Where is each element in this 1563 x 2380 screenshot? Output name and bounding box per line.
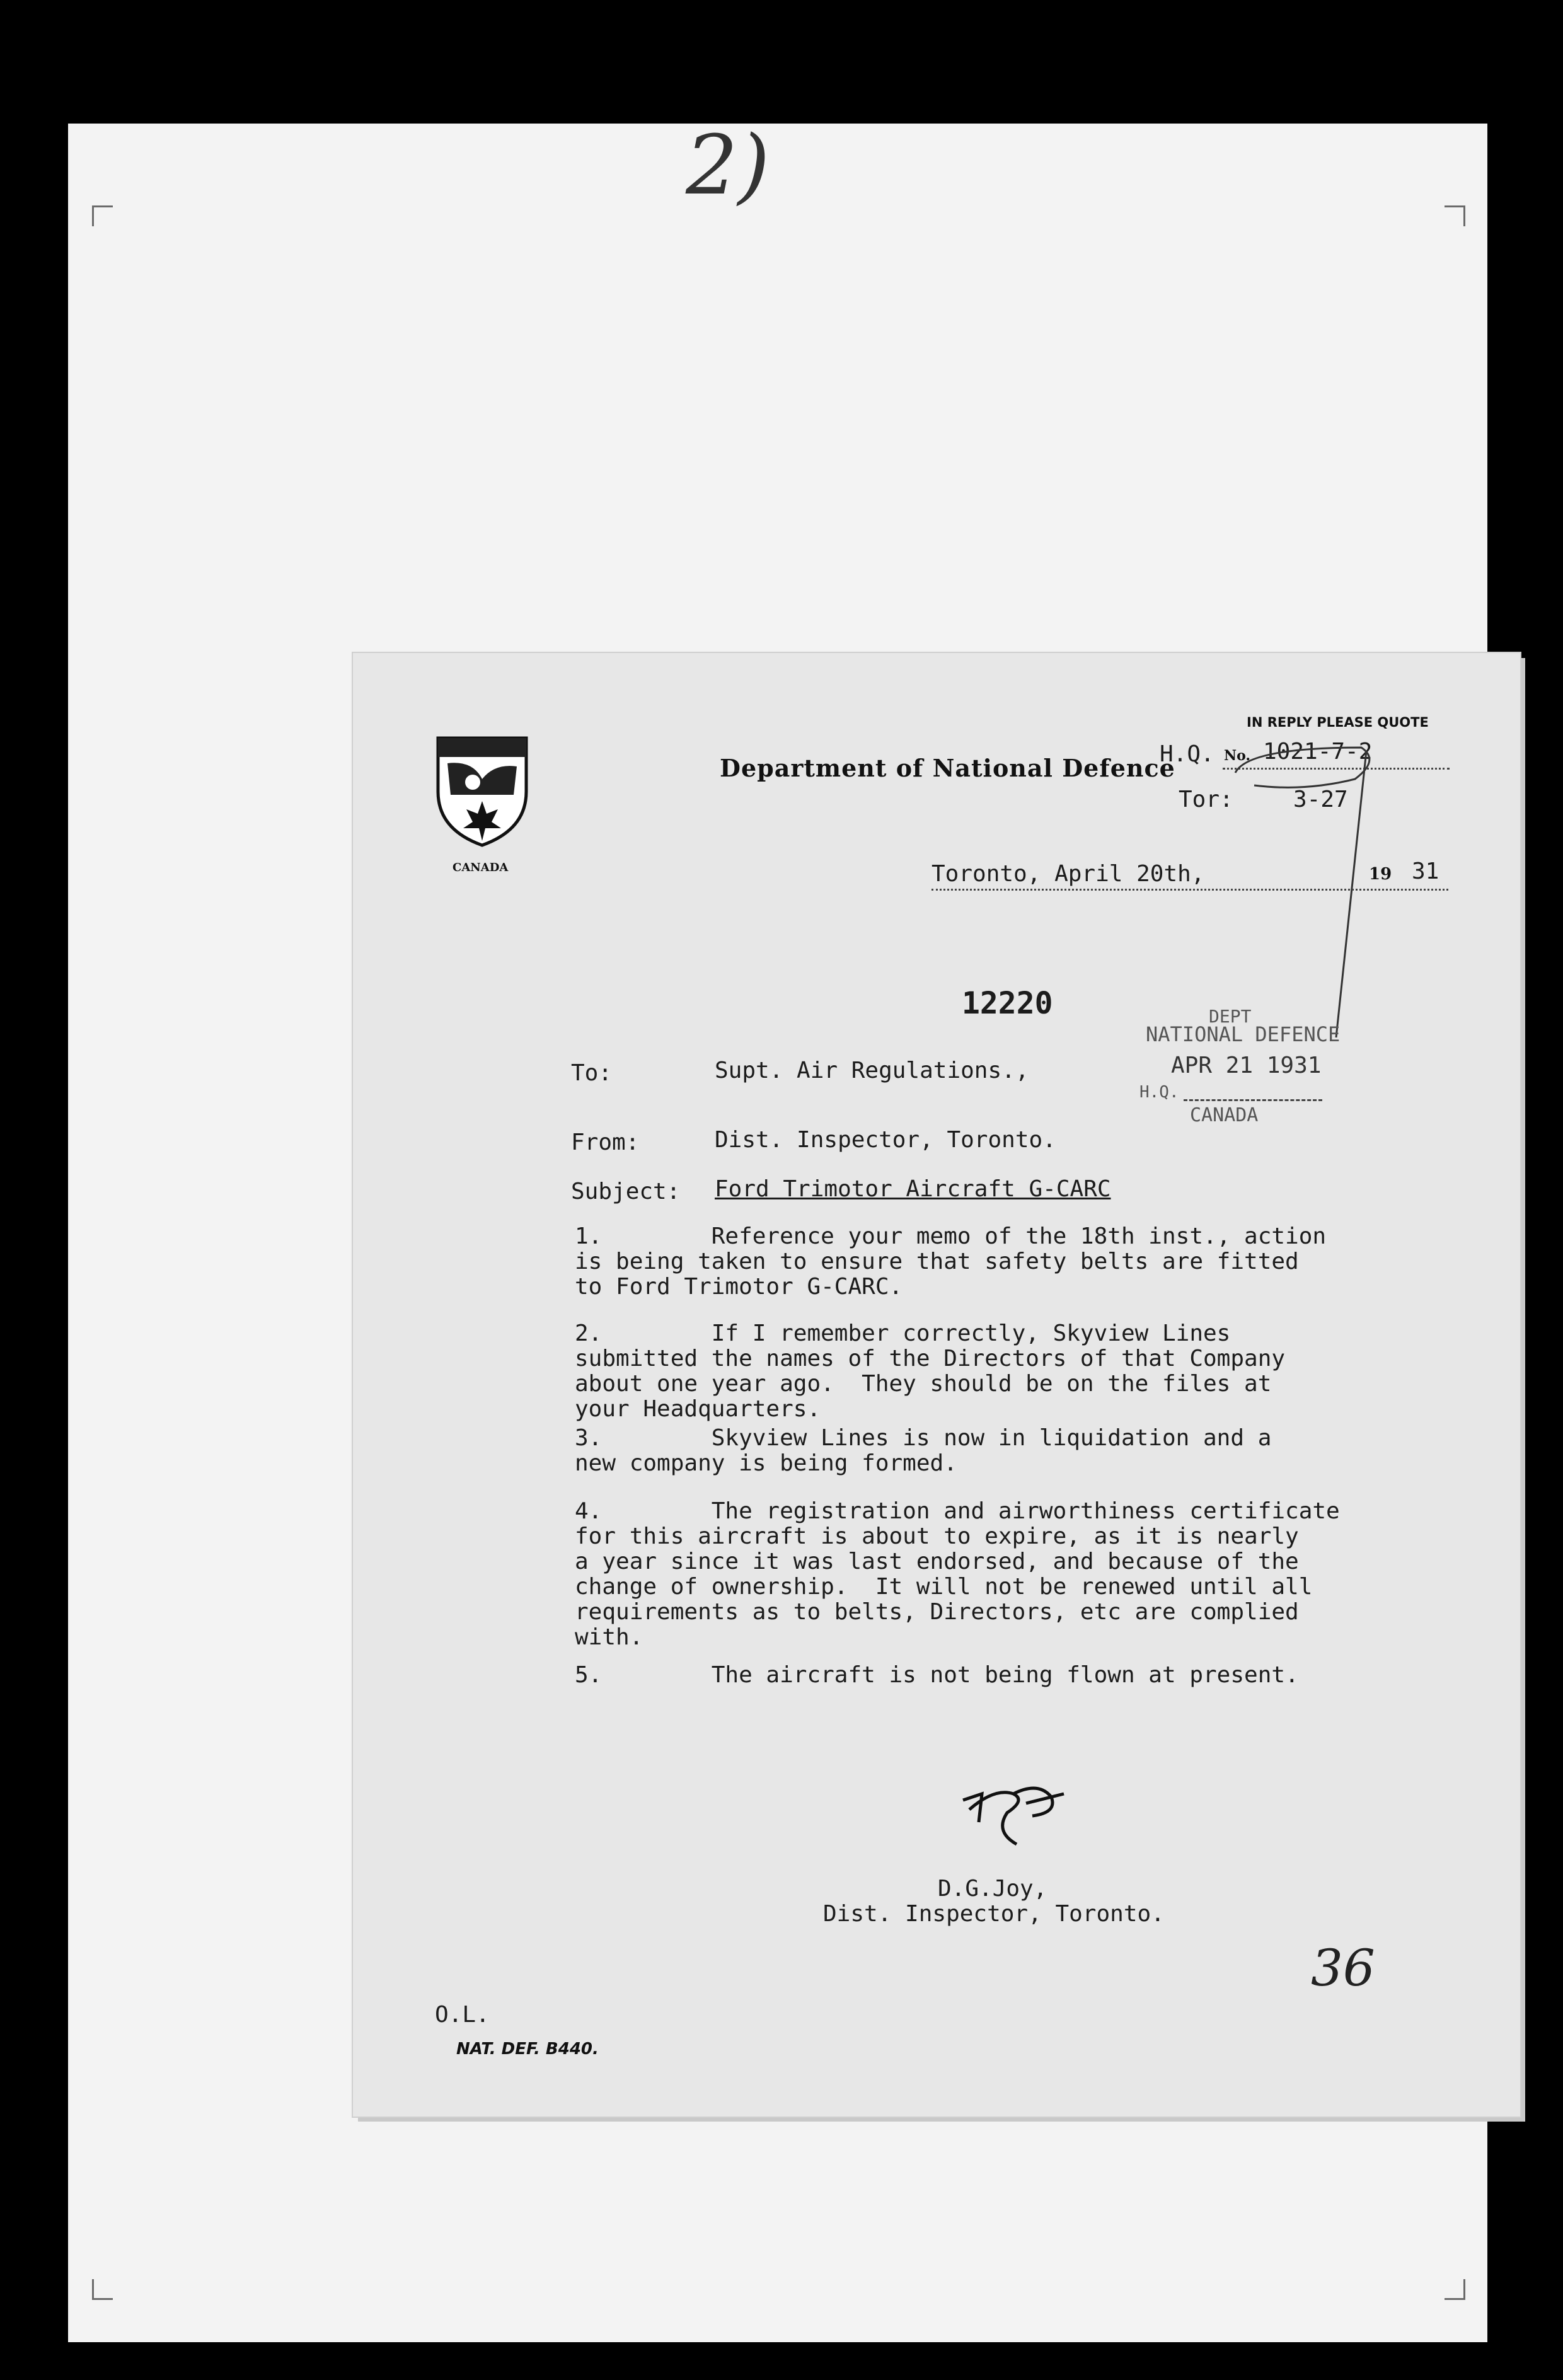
stamp-line-dept: DEPT — [1209, 1006, 1252, 1027]
tor-label: Tor: — [1179, 787, 1233, 812]
paragraph-1: 1. Reference your memo of the 18th inst., action is being taken to ensure that safety belts are fitted to Ford Trimotor G-CARC. — [575, 1223, 1327, 1300]
stamp-line-national-defence: NATIONAL DEFENCE — [1146, 1022, 1341, 1046]
paragraph-5: 5. The aircraft is not being flown at present. — [575, 1662, 1299, 1688]
stamp-hq: H.Q. — [1139, 1083, 1179, 1102]
hq-label: H.Q. — [1160, 741, 1214, 767]
date-dotted-rule — [931, 889, 1448, 891]
handwritten-top-mark: 2) — [686, 117, 770, 213]
stamp-country: CANADA — [1190, 1104, 1259, 1126]
subject-value: Ford Trimotor Aircraft G-CARC — [715, 1176, 1111, 1202]
letter-document — [353, 653, 1520, 2117]
microfilm-frame — [68, 117, 1487, 2342]
stamp-date: APR 21 1931 — [1171, 1053, 1322, 1078]
stamp-rule — [1184, 1099, 1322, 1101]
corner-mark-bottom-right — [1445, 2279, 1465, 2300]
signatory-title: Dist. Inspector, Toronto. — [823, 1901, 1165, 1927]
pencil-annotation-line — [1229, 735, 1387, 1050]
reply-notice: IN REPLY PLEASE QUOTE — [1247, 715, 1429, 730]
corner-mark-top-left — [92, 205, 113, 226]
tor-number: 3-27 — [1293, 787, 1348, 812]
crest-label: CANADA — [453, 861, 509, 874]
place-date: Toronto, April 20th, — [931, 861, 1205, 887]
subject-label: Subject: — [571, 1179, 681, 1204]
department-title: Department of National Defence — [720, 754, 1175, 782]
hq-file-number: 1021-7-2 — [1263, 739, 1373, 765]
year-prefix: 19 — [1369, 865, 1392, 884]
paragraph-3: 3. Skyview Lines is now in liquidation and a new company is being formed. — [575, 1425, 1272, 1476]
file-number: 12220 — [962, 986, 1053, 1021]
no-label: No. — [1224, 748, 1251, 764]
canada-crest-icon — [435, 735, 529, 848]
to-value: Supt. Air Regulations., — [715, 1058, 1029, 1083]
paragraph-2: 2. If I remember correctly, Skyview Lines submitted the names of the Directors of that Company about one year ago. They should be on the files at your Headquarters. — [575, 1320, 1286, 1422]
signatory-name: D.G.Joy, — [938, 1876, 1047, 1902]
handwritten-signature — [957, 1775, 1070, 1851]
from-label: From: — [571, 1129, 640, 1155]
received-stamp — [1139, 1006, 1341, 1145]
handwritten-page-number: 36 — [1311, 1939, 1375, 1997]
year-suffix: 31 — [1412, 858, 1439, 884]
corner-mark-bottom-left — [92, 2279, 113, 2300]
from-value: Dist. Inspector, Toronto. — [715, 1127, 1056, 1153]
to-label: To: — [571, 1060, 613, 1086]
form-number: NAT. DEF. B440. — [456, 2040, 599, 2059]
paragraph-4: 4. The registration and airworthiness certificate for this aircraft is about to expire, as it is nearly a year since it was last endorsed, and because of the change of ownership. It will not be renewed until all requirements as to belts, Directors, etc are complied with. — [575, 1498, 1340, 1650]
corner-mark-top-right — [1445, 205, 1465, 226]
typist-initials: O.L. — [435, 2002, 490, 2028]
